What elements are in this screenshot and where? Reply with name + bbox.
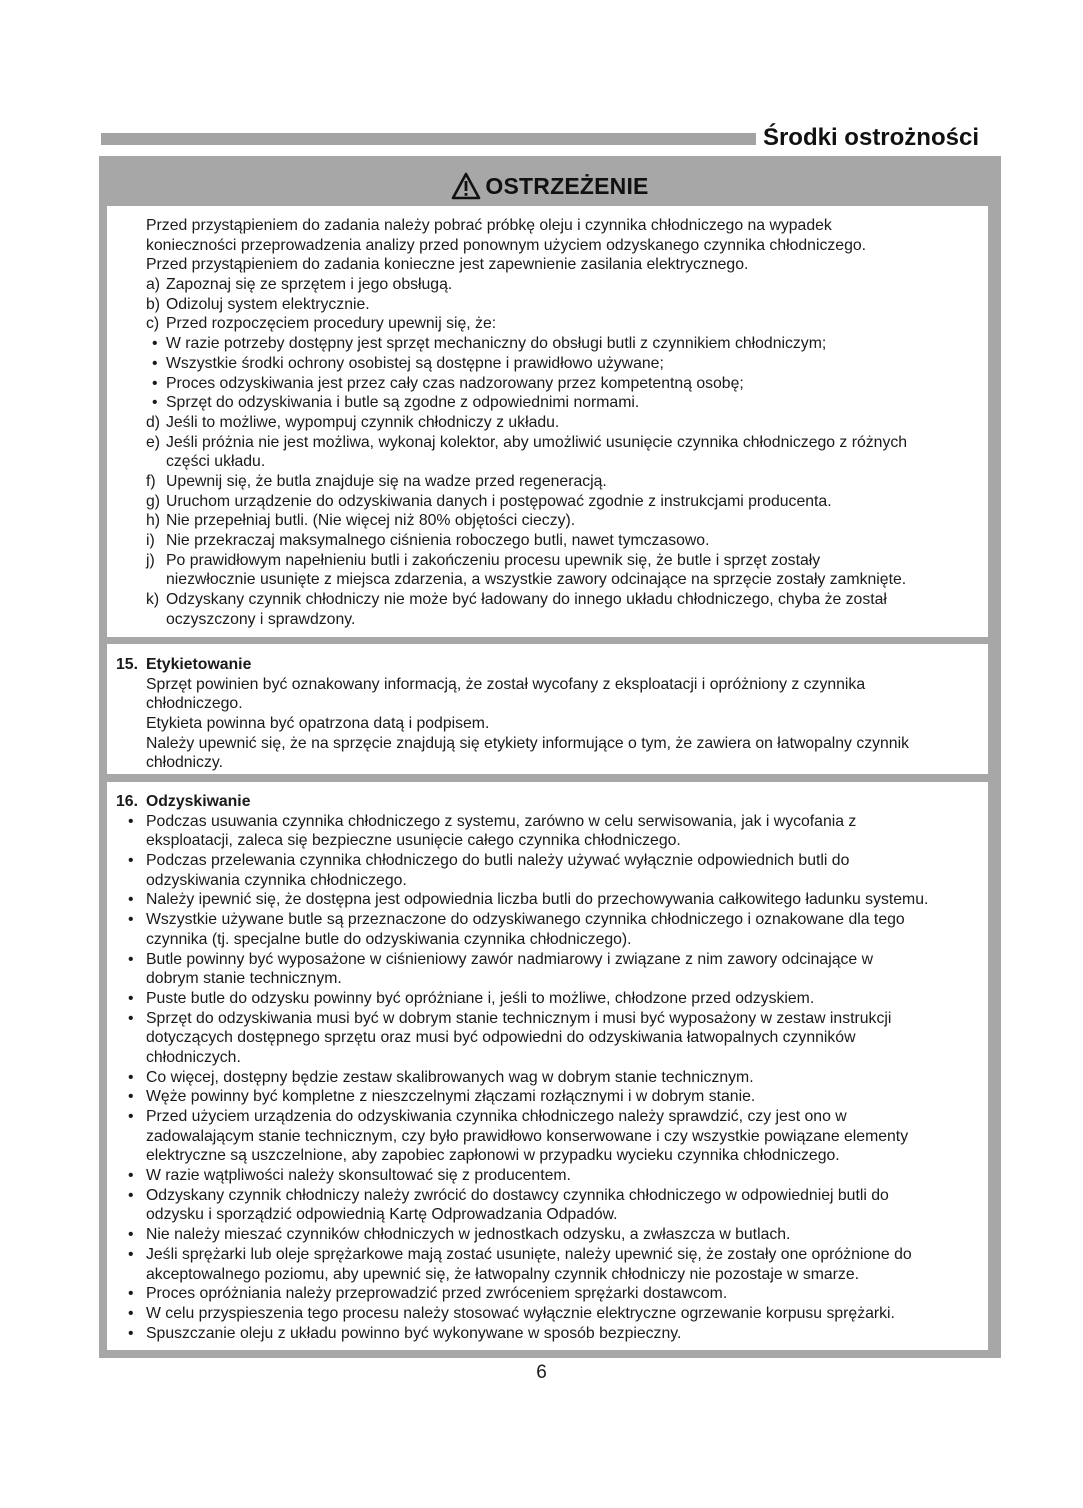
step-d: d) Jeśli to możliwe, wypompuj czynnik chłodniczy z układu.: [146, 413, 560, 431]
section-16-bullet-cont: odzysku i sporządzić odpowiednią Kartę Odprowadzania Odpadów.: [146, 1206, 618, 1224]
step-k-cont: oczyszczony i sprawdzony.: [166, 610, 356, 628]
bullet-icon: •: [128, 1186, 134, 1204]
bullet-icon: •: [128, 1108, 134, 1125]
bullet-icon: •: [128, 1285, 134, 1303]
section-16-bullet: • Co więcej, dostępny będzie zestaw skalibrowanych wag w dobrym stanie technicznym.: [128, 1068, 754, 1086]
page-number: 6: [536, 1362, 547, 1383]
bullet-icon: •: [128, 1088, 134, 1106]
bullet-icon: •: [152, 394, 158, 412]
intro-line: Przed przystąpieniem do zadania należy pobrać próbkę oleju i czynnika chłodniczego na wypadek: [146, 217, 832, 234]
bullet-icon: •: [128, 812, 134, 830]
section-16-bullet: • Spuszczanie oleju z układu powinno być wykonywane w sposób bezpieczny.: [128, 1324, 682, 1342]
bullet-icon: •: [128, 1167, 134, 1185]
intro-line: Przed przystąpieniem do zadania konieczne jest zapewnienie zasilania elektrycznego.: [146, 256, 749, 274]
section-16-bullet-cont: chłodniczych.: [146, 1048, 241, 1066]
section-15-line: Sprzęt powinien być oznakowany informacją, że został wycofany z eksploatacji i opróżniony z czynnika: [146, 675, 866, 693]
step-j-cont: niezwłocznie usunięte z miejsca zdarzenia, a wszystkie zawory odcinające na sprzęcie zostały zamknięte.: [166, 571, 907, 589]
warning-heading: [99, 166, 1001, 206]
bullet-icon: •: [128, 1068, 134, 1086]
step-e-cont: części układu.: [166, 453, 266, 471]
bullet-icon: •: [128, 989, 134, 1007]
section-16-bullet: • Podczas usuwania czynnika chłodniczego z systemu, zarówno w celu serwisowania, jak i wycofania z: [128, 812, 857, 830]
step-c-bullet: • W razie potrzeby dostępny jest sprzęt mechaniczny do obsługi butli z czynnikiem chłodniczym;: [152, 335, 827, 353]
step-c-bullet: • Proces odzyskiwania jest przez cały czas nadzorowany przez kompetentną osobę;: [152, 374, 744, 392]
step-a: a) Zapoznaj się ze sprzętem i jego obsługą.: [146, 276, 453, 294]
section-16-bullet-cont: dobrym stanie technicznym.: [146, 970, 342, 988]
section-16-bullet: • Podczas przelewania czynnika chłodniczego do butli należy używać wyłącznie odpowiednich butli do: [128, 852, 850, 870]
section-16-bullet-cont: odzyskiwania czynnika chłodniczego.: [146, 871, 407, 889]
section-16-heading: 16. Odzyskiwanie: [116, 793, 251, 810]
section-16-bullet: • Sprzęt do odzyskiwania musi być w dobrym stanie technicznym i musi być wyposażony w zestaw instrukcji: [128, 1009, 892, 1027]
step-j: j) Po prawidłowym napełnieniu butli i zakończeniu procesu upewnik się, że butle i sprzęt zostały: [146, 551, 821, 569]
section-15-line: chłodniczego.: [146, 695, 243, 713]
section-16-bullet: • Wszystkie używane butle są przeznaczone do odzyskiwanego czynnika chłodniczego i oznakowane dla tego: [128, 911, 905, 929]
section-16-bullet: • W razie wątpliwości należy skonsultować się z producentem.: [128, 1167, 571, 1185]
step-i: i) Nie przekraczaj maksymalnego ciśnienia roboczego butli, nawet tymczasowo.: [146, 532, 710, 549]
bullet-icon: •: [128, 911, 134, 929]
section-16-bullet-cont: czynnika (tj. specjalne butle do odzyskiwania czynnika chłodniczego).: [146, 930, 632, 948]
section-16-bullet: • Nie należy mieszać czynników chłodniczych w jednostkach odzysku, a zwłaszcza w butlach.: [128, 1226, 791, 1244]
step-h: h) Nie przepełniaj butli. (Nie więcej niż 80% objętości cieczy).: [146, 512, 576, 530]
step-g: g) Uruchom urządzenie do odzyskiwania danych i postępować zgodnie z instrukcjami producenta.: [146, 492, 832, 510]
section-16-bullet: • Proces opróżniania należy przeprowadzić przed zwróceniem sprężarki dostawcom.: [128, 1285, 728, 1303]
section-16-bullet-cont: elektryczne są uszczelnione, aby zapobiec zapłonowi w przypadku wycieku czynnika chłodniczego.: [146, 1147, 840, 1165]
bullet-icon: •: [152, 374, 158, 392]
bullet-icon: •: [128, 1226, 134, 1244]
section-16-bullet: • W celu przyspieszenia tego procesu należy stosować wyłącznie elektryczne ogrzewanie korpusu sprężarki.: [128, 1304, 895, 1322]
warning-frame: [99, 156, 1001, 1358]
step-e: e) Jeśli próżnia nie jest możliwa, wykonaj kolektor, aby umożliwić usunięcie czynnika chłodniczego z różnych: [146, 433, 908, 451]
intro-line: konieczności przeprowadzenia analizy przed ponownym użyciem odzyskanego czynnika chłodniczego.: [146, 236, 867, 254]
bullet-icon: •: [128, 1009, 134, 1027]
labelling-panel: [107, 644, 988, 774]
section-15-line: chłodniczy.: [146, 754, 223, 772]
section-16-bullet: • Węże powinny być kompletne z nieszczelnymi złączami rozłącznymi i w dobrym stanie.: [128, 1088, 756, 1106]
bullet-icon: •: [152, 354, 158, 372]
section-16-bullet-cont: akceptowalnego poziomu, aby upewnić się, że łatwopalny czynnik chłodniczy nie pozostaje w smarze.: [146, 1265, 859, 1283]
step-c-bullet: • Wszystkie środki ochrony osobistej są dostępne i prawidłowo używane;: [152, 354, 664, 372]
section-16-bullet-cont: dotyczących dostępnego sprzętu oraz musi być odpowiedni do odzyskiwania łatwopalnych czynników: [146, 1029, 856, 1047]
header-rule: [101, 133, 756, 145]
section-15-line: Etykieta powinna być opatrzona datą i podpisem.: [146, 715, 490, 733]
section-16-bullet: • Należy ipewnić się, że dostępna jest odpowiednia liczba butli do przechowywania całkowitego ładunku systemu.: [128, 891, 929, 909]
section-16-bullet-cont: zadowalającym stanie technicznym, czy było prawidłowo konserwowane i czy wszystkie powiązane elementy: [146, 1127, 909, 1145]
section-16-bullet: • Jeśli sprężarki lub oleje sprężarkowe mają zostać usunięte, należy upewnić się, że zostały one opróżnione do: [128, 1245, 912, 1263]
bullet-icon: •: [128, 1304, 134, 1322]
bullet-icon: •: [128, 852, 134, 870]
bullet-icon: •: [128, 950, 134, 968]
step-k: k) Odzyskany czynnik chłodniczy nie może być ładowany do innego układu chłodniczego, chyba że został: [146, 591, 887, 609]
step-c-bullet: • Sprzęt do odzyskiwania i butle są zgodne z odpowiednimi normami.: [152, 394, 640, 412]
step-f: f) Upewnij się, że butla znajduje się na wadze przed regeneracją.: [146, 472, 607, 490]
section-16-bullet: • Odzyskany czynnik chłodniczy należy zwrócić do dostawcy czynnika chłodniczego w odpowiedniej butli do: [128, 1186, 889, 1204]
section-16-bullet-cont: eksploatacji, zaleca się bezpieczne usunięcie całego czynnika chłodniczego.: [146, 832, 681, 850]
recovery-panel: [107, 782, 988, 1350]
section-15-line: Należy upewnić się, że na sprzęcie znajdują się etykiety informujące o tym, że zawiera on łatwopalny czynnik: [146, 734, 909, 752]
bullet-icon: •: [152, 335, 158, 353]
recovery-procedure-panel: [107, 206, 988, 637]
section-16-bullet: • Butle powinny być wyposażone w ciśnieniowy zawór nadmiarowy i związane z nim zawory odcinające w: [128, 950, 873, 968]
section-15-heading: 15. Etykietowanie: [116, 656, 252, 673]
warning-title: OSTRZEŻENIE: [485, 172, 649, 199]
section-16-bullet: • Przed użyciem urządzenia do odzyskiwania czynnika chłodniczego należy sprawdzić, czy jest ono w: [128, 1108, 847, 1125]
step-b: b) Odizoluj system elektrycznie.: [146, 295, 370, 313]
bullet-icon: •: [128, 891, 134, 909]
warning-triangle-icon: [451, 172, 481, 200]
bullet-icon: •: [128, 1245, 134, 1263]
bullet-icon: •: [128, 1324, 134, 1342]
section-16-bullet: • Puste butle do odzysku powinny być opróżniane i, jeśli to możliwe, chłodzone przed odzyskiem.: [128, 989, 815, 1007]
step-c: c) Przed rozpoczęciem procedury upewnij się, że:: [146, 315, 497, 333]
page-title: Środki ostrożności: [762, 124, 979, 151]
